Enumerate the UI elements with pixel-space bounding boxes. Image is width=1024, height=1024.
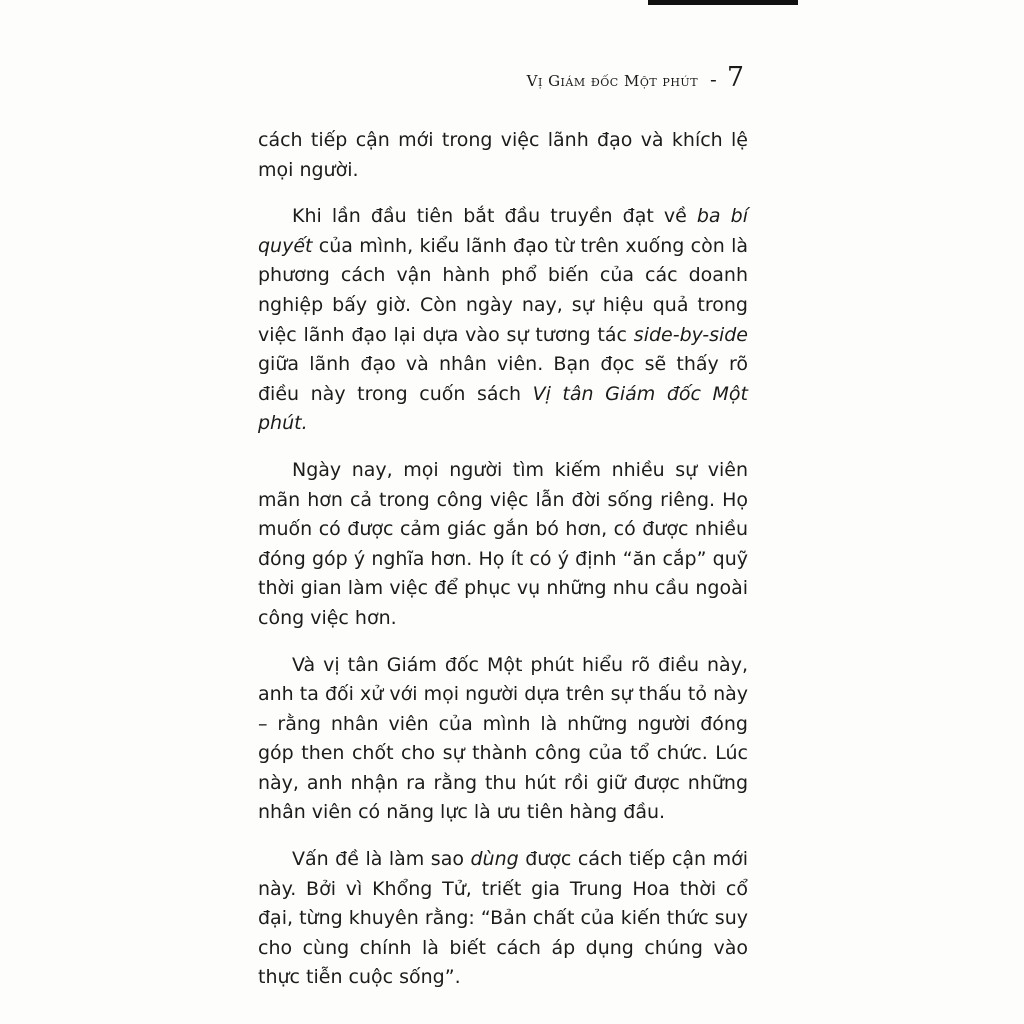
running-header xyxy=(527,62,744,93)
body-text xyxy=(258,126,748,1010)
page-top-edge-shadow xyxy=(648,0,798,5)
paragraph-5 xyxy=(258,845,748,993)
italic-segment: Vị tân Giám đốc Một phút. xyxy=(258,382,748,435)
text-segment: giữa lãnh đạo và nhân viên. Bạn đọc sẽ thấy rõ điều này trong cuốn sách xyxy=(258,353,748,405)
running-title: Vị Giám đốc Một phút xyxy=(526,72,699,90)
italic-segment: ba bí quyết xyxy=(258,205,748,257)
page-number: 7 xyxy=(726,62,744,93)
text-segment: cách tiếp cận mới trong việc lãnh đạo và khích lệ mọi người. xyxy=(258,129,748,181)
paragraph-2 xyxy=(258,202,748,439)
paragraph-3 xyxy=(258,456,748,634)
paragraph-4 xyxy=(258,651,748,829)
paragraph-1 xyxy=(258,126,748,185)
text-segment: Và vị tân Giám đốc Một phút hiểu rõ điều này, anh ta đối xử với mọi người dựa trên sự thấu tỏ này – rằng nhân viên của mình là những người đóng góp then chốt cho sự thành công của tổ chức. Lúc này, anh nhận ra rằng thu hút rồi giữ được những nhân viên có năng lực là ưu tiên hàng đầu. xyxy=(258,653,748,824)
text-segment: của mình, kiểu lãnh đạo từ trên xuống còn là phương cách vận hành phổ biến của các doanh nghiệp bấy giờ. Còn ngày nay, sự hiệu quả trong việc lãnh đạo lại dựa vào sự tương tác xyxy=(258,234,748,346)
text-segment: Ngày nay, mọi người tìm kiếm nhiều sự viên mãn hơn cả trong công việc lẫn đời sống riêng. Họ muốn có được cảm giác gắn bó hơn, có được nhiều đóng góp ý nghĩa hơn. Họ ít có ý định “ăn cắp” quỹ thời gian làm việc để phục vụ những nhu cầu ngoài công việc hơn. xyxy=(258,458,748,629)
italic-segment: side-by-side xyxy=(633,323,748,346)
text-segment: được cách tiếp cận mới này. Bởi vì Khổng Tử, triết gia Trung Hoa thời cổ đại, từng khuyên rằng: “Bản chất của kiến thức suy cho cùng chính là biết cách áp dụng chúng vào thực tiễn cuộc sống”. xyxy=(258,848,748,989)
running-separator: - xyxy=(710,67,717,91)
text-segment: Vấn đề là làm sao xyxy=(292,848,471,871)
text-segment: Khi lần đầu tiên bắt đầu truyền đạt về xyxy=(292,205,697,228)
italic-segment: dùng xyxy=(470,848,519,871)
